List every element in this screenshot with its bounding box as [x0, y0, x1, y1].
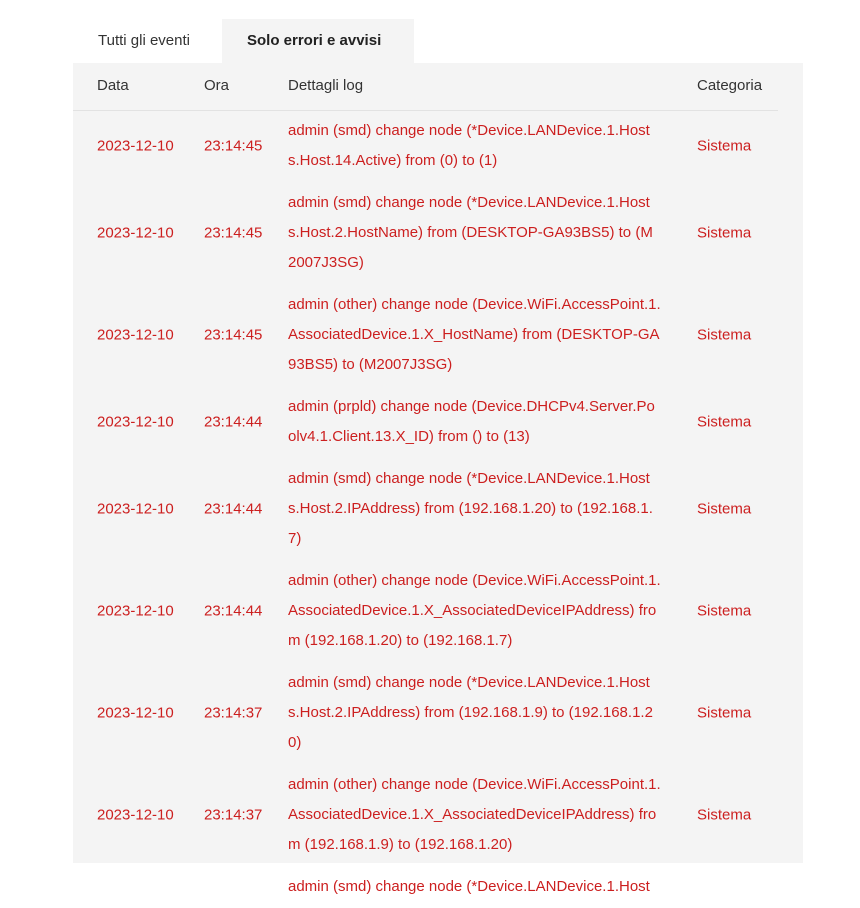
table-row: [73, 866, 803, 908]
log-detail-line: admin (smd) change node (*Device.LANDevice.1.Host: [288, 878, 650, 895]
log-detail-line: admin (smd) change node (*Device.LANDevice.1.Host: [288, 194, 650, 211]
log-time: 23:14:44: [204, 602, 263, 620]
log-detail: [288, 290, 688, 380]
log-detail-line: s.Host.2.HostName) from (DESKTOP-GA93BS5) to (M: [288, 224, 653, 241]
log-detail-line: admin (other) change node (Device.WiFi.AccessPoint.1.: [288, 296, 661, 313]
log-detail-line: s.Host.14.Active) from (0) to (1): [288, 152, 498, 169]
log-category: Sistema: [697, 806, 752, 824]
log-detail-line: m (192.168.1.9) to (192.168.1.20): [288, 836, 513, 853]
log-category: Sistema: [697, 704, 752, 722]
header-detail: Dettagli log: [288, 77, 364, 94]
log-detail: [288, 392, 688, 452]
log-time: 23:14:37: [204, 806, 263, 824]
log-date: 2023-12-10: [97, 224, 174, 242]
tab-all-events[interactable]: Tutti gli eventi: [73, 19, 222, 63]
log-date: 2023-12-10: [97, 500, 174, 518]
table-row: [73, 284, 803, 386]
log-detail-line: admin (smd) change node (*Device.LANDevice.1.Host: [288, 470, 650, 487]
log-detail-line: 93BS5) to (M2007J3SG): [288, 356, 453, 373]
table-row: [73, 182, 803, 284]
log-detail: [288, 872, 688, 902]
table-row: [73, 662, 803, 764]
log-detail-line: s.Host.2.IPAddress) from (192.168.1.9) to (192.168.1.2: [288, 704, 653, 721]
log-detail: [288, 566, 688, 656]
log-category: Sistema: [697, 137, 752, 155]
tab-errors-warnings[interactable]: Solo errori e avvisi: [222, 19, 414, 63]
log-detail: [288, 188, 688, 278]
log-category: Sistema: [697, 413, 752, 431]
log-detail-line: admin (smd) change node (*Device.LANDevice.1.Host: [288, 674, 650, 691]
log-detail-line: m (192.168.1.20) to (192.168.1.7): [288, 632, 513, 649]
log-time: 23:14:44: [204, 500, 263, 518]
table-row: [73, 560, 803, 662]
log-detail-line: 2007J3SG): [288, 254, 364, 271]
log-time: 23:14:45: [204, 224, 263, 242]
table-row: [73, 458, 803, 560]
header-date: Data: [97, 77, 129, 94]
log-detail: [288, 770, 688, 860]
log-detail-line: s.Host.2.IPAddress) from (192.168.1.20) to (192.168.1.: [288, 500, 653, 517]
log-date: 2023-12-10: [97, 806, 174, 824]
log-date: 2023-12-10: [97, 326, 174, 344]
log-date: 2023-12-10: [97, 413, 174, 431]
log-detail-line: admin (smd) change node (*Device.LANDevice.1.Host: [288, 122, 650, 139]
log-detail-line: AssociatedDevice.1.X_AssociatedDeviceIPAddress) fro: [288, 602, 657, 619]
log-detail-line: 7): [288, 530, 302, 547]
log-detail-line: admin (prpld) change node (Device.DHCPv4.Server.Po: [288, 398, 655, 415]
log-rows: [73, 110, 803, 908]
log-detail: [288, 668, 688, 758]
log-time: 23:14:45: [204, 326, 263, 344]
log-detail-line: olv4.1.Client.13.X_ID) from () to (13): [288, 428, 530, 445]
table-header: [73, 63, 778, 111]
log-detail-line: admin (other) change node (Device.WiFi.AccessPoint.1.: [288, 572, 661, 589]
log-detail: [288, 116, 688, 176]
table-row: [73, 764, 803, 866]
log-category: Sistema: [697, 602, 752, 620]
log-category: Sistema: [697, 326, 752, 344]
log-category: Sistema: [697, 224, 752, 242]
log-time: 23:14:44: [204, 413, 263, 431]
log-time: 23:14:37: [204, 704, 263, 722]
log-table-panel: [73, 63, 803, 895]
table-row: [73, 386, 803, 458]
table-row: [73, 110, 803, 182]
log-date: 2023-12-10: [97, 137, 174, 155]
log-detail: [288, 464, 688, 554]
log-date: 2023-12-10: [97, 704, 174, 722]
log-date: 2023-12-10: [97, 602, 174, 620]
header-category: Categoria: [697, 77, 763, 94]
header-time: Ora: [204, 77, 230, 94]
log-detail-line: AssociatedDevice.1.X_HostName) from (DESKTOP-GA: [288, 326, 660, 343]
log-filter-tabs: [73, 19, 414, 63]
log-detail-line: AssociatedDevice.1.X_AssociatedDeviceIPAddress) fro: [288, 806, 657, 823]
log-time: 23:14:45: [204, 137, 263, 155]
log-detail-line: 0): [288, 734, 302, 751]
log-detail-line: admin (other) change node (Device.WiFi.AccessPoint.1.: [288, 776, 661, 793]
log-category: Sistema: [697, 500, 752, 518]
